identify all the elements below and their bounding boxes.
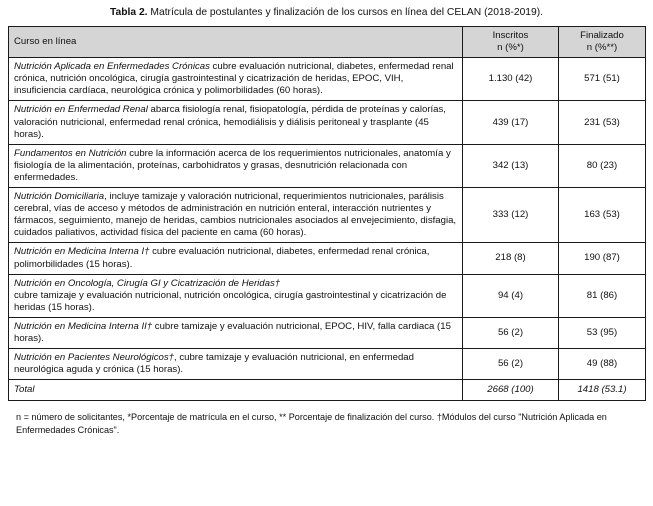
- table-row: [9, 101, 646, 144]
- column-header-finalizado: [559, 27, 646, 58]
- completed-count-cell: 53 (95): [559, 317, 646, 348]
- completed-count-cell: 80 (23): [559, 144, 646, 187]
- completed-count-cell: 190 (87): [559, 243, 646, 274]
- table-row: [9, 243, 646, 274]
- course-description: cubre tamizaje y evaluación nutricional, nutrición oncológica, cirugía gastrointestinal y cicatrización de heridas (15 horas).: [14, 289, 447, 313]
- column-header-inscritos-line1: Inscritos: [492, 30, 529, 41]
- completed-count-cell: 49 (88): [559, 349, 646, 380]
- table-header: [9, 27, 646, 58]
- enrolled-count-cell: 56 (2): [463, 317, 559, 348]
- course-title: Nutrición Domiciliaria: [14, 191, 105, 203]
- column-header-inscritos: [463, 27, 559, 58]
- course-title: Nutrición Aplicada en Enfermedades Crónicas: [14, 61, 210, 73]
- enrolled-count-cell: 1.130 (42): [463, 58, 559, 101]
- course-description: , incluye tamizaje y valoración nutricional, requerimientos nutricionales, parálisis cerebral, vías de acceso y métodos de administración en nutrición enteral, interacción nutrientes y fármacos, seguimiento, manejo de heridas, cambios nutricionales asociados al envejecimiento, disfagia, cuidados paliativos, actividad física del paciente en cama (60 horas).: [14, 191, 457, 239]
- course-description: , cubre tamizaje y evaluación nutricional, en enfermedad neurológica aguda y crónica (15 horas).: [14, 352, 414, 376]
- course-description-cell: [9, 101, 463, 144]
- course-description: cubre evaluación nutricional, diabetes, enfermedad renal crónica, polimorbilidades (15 horas).: [14, 246, 430, 270]
- course-description-cell: [9, 188, 463, 243]
- table-total-row: [9, 380, 646, 401]
- table-caption: [8, 0, 645, 26]
- table-row: [9, 274, 646, 317]
- course-description: cubre la información acerca de los requerimientos nutricionales, anatomía y fisiología de la alimentación, proteínas, carbohidratos y grasas, desnutrición relacionada con enfermedades.: [14, 147, 451, 183]
- course-title: Nutrición en Pacientes Neurológicos†: [14, 352, 174, 364]
- column-header-inscritos-line2: n (%*): [497, 42, 524, 54]
- table-row: [9, 58, 646, 101]
- column-header-finalizado-line1: Finalizado: [580, 30, 624, 41]
- course-description-cell: [9, 144, 463, 187]
- course-description: cubre tamizaje y evaluación nutricional, EPOC, HIV, falla cardiaca (15 horas).: [14, 320, 451, 344]
- completed-count-cell: 163 (53): [559, 188, 646, 243]
- table-header-row: [9, 27, 646, 58]
- course-title: Nutrición en Medicina Interna I†: [14, 246, 150, 258]
- course-title: Nutrición en Enfermedad Renal: [14, 104, 148, 116]
- enrolled-count-cell: 218 (8): [463, 243, 559, 274]
- table-row: [9, 317, 646, 348]
- course-description-cell: [9, 243, 463, 274]
- table-footnote: n = número de solicitantes, *Porcentaje de matrícula en el curso, ** Porcentaje de finalización del curso. †Módulos del curso "Nutrición Aplicada en Enfermedades Crónicas".: [16, 412, 607, 436]
- column-header-finalizado-line2: n (%**): [586, 42, 618, 54]
- table-row: [9, 188, 646, 243]
- table-caption-label: Tabla 2.: [109, 7, 148, 18]
- table-body: [9, 58, 646, 401]
- table-row: [9, 349, 646, 380]
- total-label: Total: [9, 380, 463, 401]
- table-row: [9, 144, 646, 187]
- course-title: Nutrición en Oncología, Cirugía GI y Cicatrización de Heridas†: [14, 277, 281, 289]
- course-description-cell: [9, 349, 463, 380]
- column-header-course: Curso en línea: [9, 27, 463, 58]
- completed-count-cell: 231 (53): [559, 101, 646, 144]
- enrolled-count-cell: 94 (4): [463, 274, 559, 317]
- completed-count-cell: 81 (86): [559, 274, 646, 317]
- course-description-cell: [9, 58, 463, 101]
- course-description-cell: [9, 317, 463, 348]
- course-description-cell: [9, 274, 463, 317]
- enrolled-count-cell: 439 (17): [463, 101, 559, 144]
- table-caption-text: Matrícula de postulantes y finalización de los cursos en línea del CELAN (2018-2019).: [147, 7, 544, 18]
- course-title: Nutrición en Medicina Interna II†: [14, 320, 153, 332]
- total-completed: 1418 (53.1): [559, 380, 646, 401]
- total-enrolled: 2668 (100): [463, 380, 559, 401]
- course-description: cubre evaluación nutricional, diabetes, enfermedad renal crónica, nutrición oncológica, cirugía gastrointestinal y cicatrización de heridas, EPOC, VIH, insuficiencia cardíaca, neurológica crónica y polimorbilidades (60 horas).: [14, 61, 454, 97]
- course-title: Fundamentos en Nutrición: [14, 147, 127, 159]
- course-description: abarca fisiología renal, fisiopatología, pérdida de proteínas y calorías, valoración nutricional, enfermedad renal crónica, hemodiálisis y diálisis peritoneal y trasplante (45 horas).: [14, 104, 446, 140]
- course-enrollment-table: [8, 26, 646, 401]
- enrolled-count-cell: 333 (12): [463, 188, 559, 243]
- enrolled-count-cell: 342 (13): [463, 144, 559, 187]
- completed-count-cell: 571 (51): [559, 58, 646, 101]
- enrolled-count-cell: 56 (2): [463, 349, 559, 380]
